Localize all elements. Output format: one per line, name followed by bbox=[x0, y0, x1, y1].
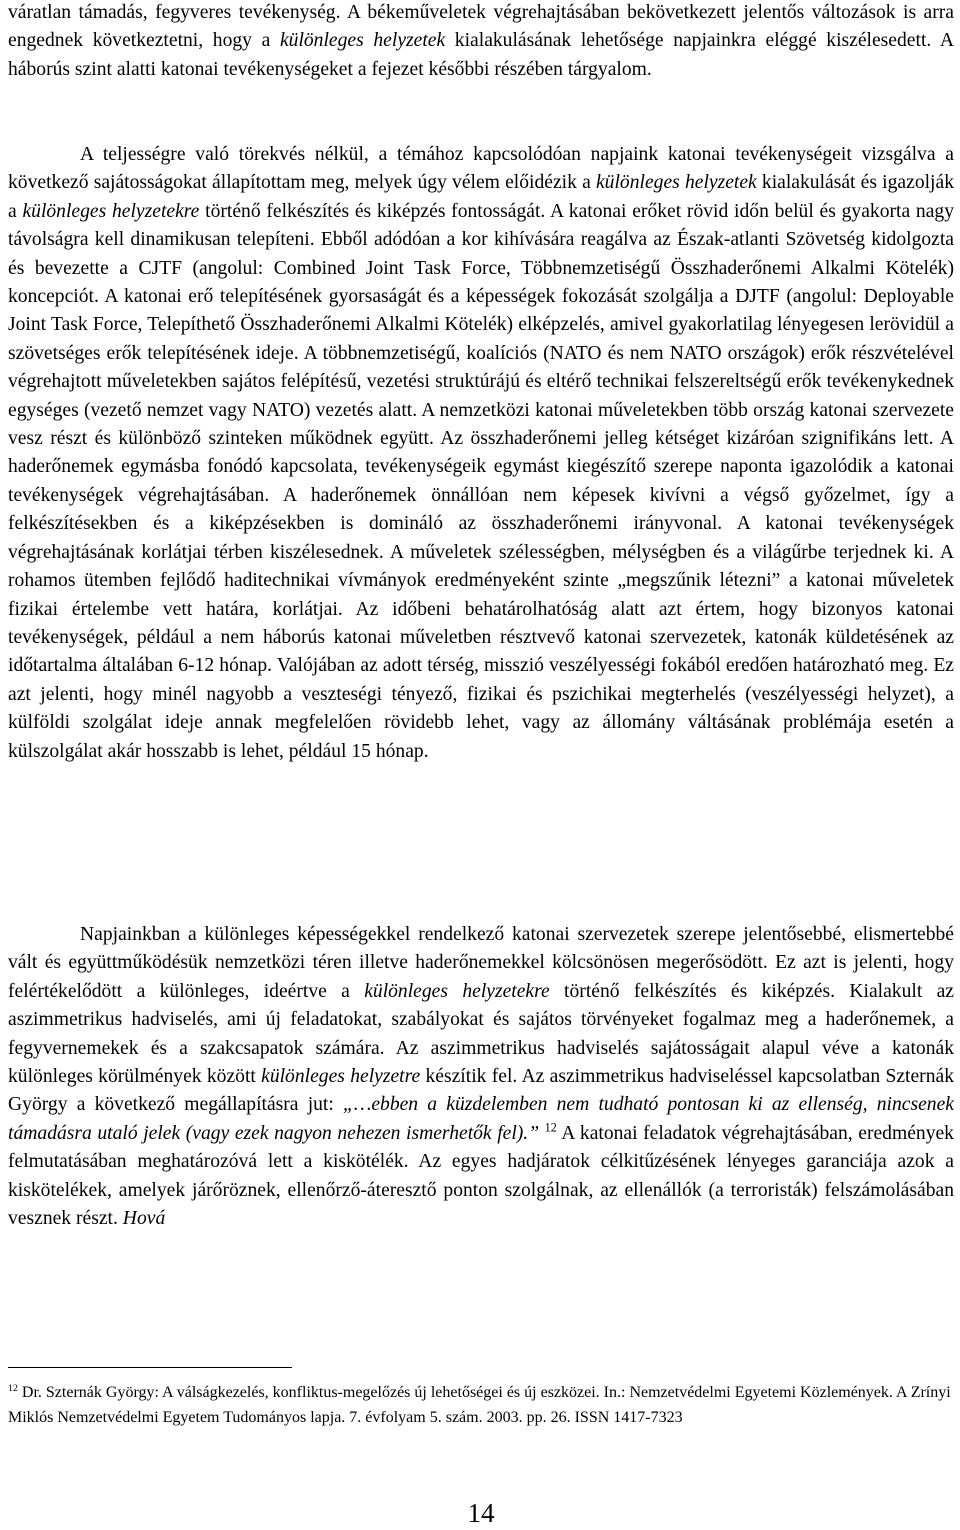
footnote-reference: 12 bbox=[544, 1120, 557, 1135]
italic-text: különleges helyzetek bbox=[595, 172, 757, 194]
paragraph-2 bbox=[8, 141, 954, 766]
text-run: A katonai feladatok végrehajtásában, eredmények felmutatásában meghatározóvá lett a kiskötélék. Az egyes hadjáratok célkitűzésének lényeges garanciája azok a kiskötelékek, amelyek járőröznek, ellenőrző-áteresztő ponton szolgálnak, az ellenállók (a terroristák) felszámolásában vesznek részt. bbox=[8, 1122, 954, 1230]
footnote-separator bbox=[8, 1367, 292, 1368]
footnote-12 bbox=[8, 1381, 954, 1430]
text-run: történő felkészítés és kiképzés. Kialakult az aszimmetrikus hadviselés, ami új feladatokat, szabályokat és sajátos törvényeket fogalmaz meg a haderőnemek, a fegyvernemekek és a szakcsapatok számára. Az aszimmetrikus hadviselés sajátosságait alapul véve a katonák különleges körülmények között bbox=[8, 980, 954, 1088]
italic-text: különleges helyzetek bbox=[279, 30, 446, 52]
footnote-text: Dr. Szternák György: A válságkezelés, konfliktus-megelőzés új lehetőségei és új eszközei. In.: Nemzetvédelmi Egyetemi Közlemények. A Zrínyi Miklós Nemzetvédelmi Egyetem Tudományos lapja. 7. évfolyam 5. szám. 2003. pp. 26. ISSN 1417-7323 bbox=[8, 1384, 951, 1426]
page-number: 14 bbox=[467, 1498, 495, 1528]
text-run: Napjainkban a különleges képességekkel rendelkező katonai szervezetek szerepe jelentősebbé, elismertebbé vált és együttműködésük nemzetközi téren illetve haderőnemekkel kölcsönösen megerősödött. Ez azt is jelenti, hogy felértékelődött a különleges, ideértve a bbox=[8, 924, 954, 1002]
italic-text: Hová bbox=[122, 1208, 166, 1230]
text-run: A teljességre való törekvés nélkül, a témához kapcsolódóan napjaink katonai tevékenységeit vizsgálva a következő sajátosságokat állapítottam meg, melyek úgy vélem előidézik a bbox=[8, 144, 954, 194]
italic-text: „…ebben a küzdelemben nem tudható pontosan ki az ellenség, nincsenek támadásra utaló jelek (vagy ezek nagyon nehezen ismerhetők fel).” bbox=[8, 1094, 954, 1144]
paragraph-1 bbox=[8, 0, 954, 84]
text-run: kialakulását és igazolják a bbox=[8, 172, 954, 222]
footnote-marker: 12 bbox=[8, 1383, 18, 1395]
italic-text: különleges helyzetekre bbox=[364, 980, 550, 1002]
text-run: kialakulásának lehetősége napjainkra eléggé kiszélesedett. A háborús szint alatti katonai tevékenységeket a fejezet későbbi részében tárgyalom. bbox=[8, 30, 954, 80]
text-run: készítik fel. Az aszimmetrikus hadviseléssel kapcsolatban Szternák György a következő megállapításra jut: bbox=[8, 1066, 954, 1116]
text-run: történő felkészítés és kiképzés fontosságát. A katonai erőket rövid időn belül és gyakorta nagy távolságra kell dinamikusan telepíteni. Ebből adódóan a kor kihívására reagálva az Észak-atlanti Szövetség kidolgozta és bevezette a CJTF (angolul: Combined Joint Task Force, Többnemzetiségű Összhaderőnemi Alkalmi Kötelék) koncepciót. A katonai erő telepítésének gyorsaságát és a képességek fokozását szolgálja a DJTF (angolul: Deployable Joint Task Force, Telepíthető Összhaderőnemi Alkalmi Kötelék) elképzelés, amivel gyakorlatilag lényegesen lerövidül a szövetséges erők telepítésének ideje. A többnemzetiségű, koalíciós (NATO és nem NATO országok) erők részvételével végrehajtott műveletekben sajátos felépítésű, vezetési struktúrájú és eltérő technikai felszereltségű erők tevékenykednek egységes (vezető nemzet vagy NATO) vezetés alatt. A nemzetközi katonai műveletekben több ország katonai szervezete vesz részt és különböző szinteken működnek együtt. Az összhaderőnemi jelleg kétséget kizáróan szignifikáns lett. A haderőnemek egymásba fonódó kapcsolata, tevékenységeik egymást kiegészítő szerepe naponta igazolódik a katonai tevékenységek végrehajtásában. A haderőnemek önnállóan nem képesek kivívni a végső győzelmet, így a felkészítésekben és a kiképzésekben is domináló az összhaderőnemi irányvonal. A katonai tevékenységek végrehajtásának korlátjai térben kiszélesednek. A műveletek szélességben, mélységben és a világűrbe terjednek ki. A rohamos ütemben fejlődő haditechnikai vívmányok eredményeként szinte „megszűnik létezni” a katonai műveletek fizikai értelembe vett határa, korlátjai. Az időbeni behatárolhatóság alatt azt értem, hogy bizonyos katonai tevékenységek, például a nem háborús katonai műveletben résztvevő katonai szervezetek, katonák küldetésének az időtartalma általában 6-12 hónap. Valójában az adott térség, misszió veszélyességi fokából eredően határozható meg. Ez azt jelenti, hogy minél nagyobb a veszteségi tényező, fizikai és pszichikai megterhelés (veszélyességi helyzet), a külföldi szolgálat ideje annak megfelelően rövidebb lehet, vagy az állomány váltásának problémája esetén a külszolgálat akár hosszabb is lehet, például 15 hónap. bbox=[8, 200, 954, 762]
italic-text: különleges helyzetre bbox=[261, 1066, 421, 1088]
paragraph-3 bbox=[8, 921, 954, 1233]
italic-text: különleges helyzetekre bbox=[22, 200, 200, 222]
text-run: váratlan támadás, fegyveres tevékenység. A békeműveletek végrehajtásában bekövetkezett jelentős változások is arra engednek következtetni, hogy a bbox=[8, 2, 954, 52]
